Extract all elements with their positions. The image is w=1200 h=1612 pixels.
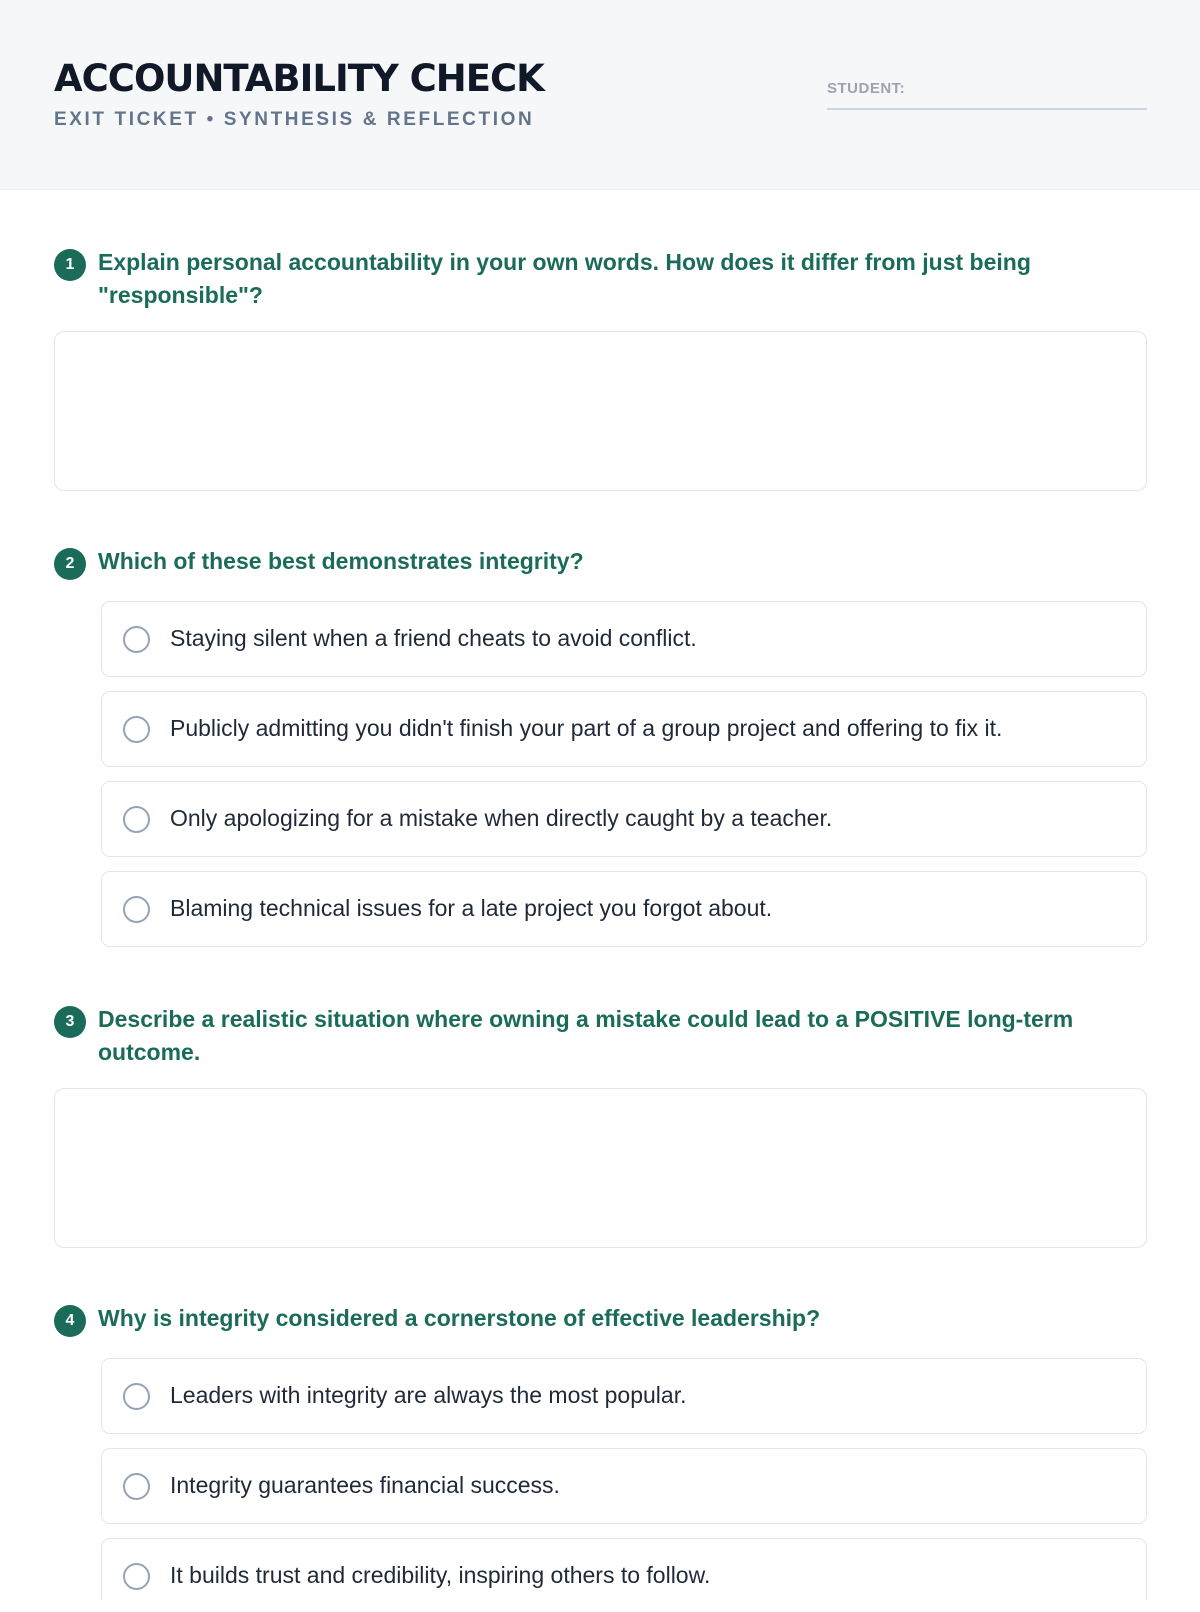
option-label: It builds trust and credibility, inspiring others to follow. bbox=[170, 1562, 711, 1588]
question-number-badge: 2 bbox=[54, 548, 86, 580]
question-number-badge: 3 bbox=[54, 1006, 86, 1038]
radio-button[interactable] bbox=[123, 1473, 150, 1500]
page-header bbox=[0, 0, 1200, 190]
question-text: Explain personal accountability in your own words. How does it differ from just being "responsible"? bbox=[98, 249, 1031, 308]
question-2-option-2[interactable] bbox=[101, 691, 1147, 767]
option-label: Blaming technical issues for a late project you forgot about. bbox=[170, 895, 773, 921]
question-text: Why is integrity considered a cornerstone of effective leadership? bbox=[98, 1305, 821, 1331]
question-number-badge: 4 bbox=[54, 1305, 86, 1337]
question-2-option-4[interactable] bbox=[101, 871, 1147, 947]
radio-button[interactable] bbox=[123, 716, 150, 743]
question-3-answer-box[interactable] bbox=[54, 1088, 1147, 1248]
student-label: STUDENT: bbox=[827, 80, 906, 97]
option-label: Leaders with integrity are always the most popular. bbox=[170, 1382, 687, 1408]
radio-button[interactable] bbox=[123, 1383, 150, 1410]
page-title: ACCOUNTABILITY CHECK bbox=[54, 57, 544, 100]
question-2-option-1[interactable] bbox=[101, 601, 1147, 677]
question-number-badge: 1 bbox=[54, 249, 86, 281]
question-text: Describe a realistic situation where owning a mistake could lead to a POSITIVE long-term outcome. bbox=[98, 1006, 1074, 1065]
question-1-answer-box[interactable] bbox=[54, 331, 1147, 491]
page-subtitle: EXIT TICKET • SYNTHESIS & REFLECTION bbox=[54, 109, 535, 130]
option-label: Only apologizing for a mistake when directly caught by a teacher. bbox=[170, 805, 833, 831]
option-label: Publicly admitting you didn't finish your part of a group project and offering to fix it. bbox=[170, 715, 1003, 741]
radio-button[interactable] bbox=[123, 896, 150, 923]
question-4-option-3[interactable] bbox=[101, 1538, 1147, 1600]
radio-button[interactable] bbox=[123, 806, 150, 833]
question-text: Which of these best demonstrates integrity? bbox=[98, 548, 584, 574]
student-field[interactable] bbox=[827, 78, 1147, 110]
question-2-option-3[interactable] bbox=[101, 781, 1147, 857]
option-label: Integrity guarantees financial success. bbox=[170, 1472, 560, 1498]
option-label: Staying silent when a friend cheats to avoid conflict. bbox=[170, 625, 697, 651]
student-name-input[interactable] bbox=[907, 78, 1147, 106]
question-4-option-1[interactable] bbox=[101, 1358, 1147, 1434]
question-4-option-2[interactable] bbox=[101, 1448, 1147, 1524]
radio-button[interactable] bbox=[123, 1563, 150, 1590]
radio-button[interactable] bbox=[123, 626, 150, 653]
